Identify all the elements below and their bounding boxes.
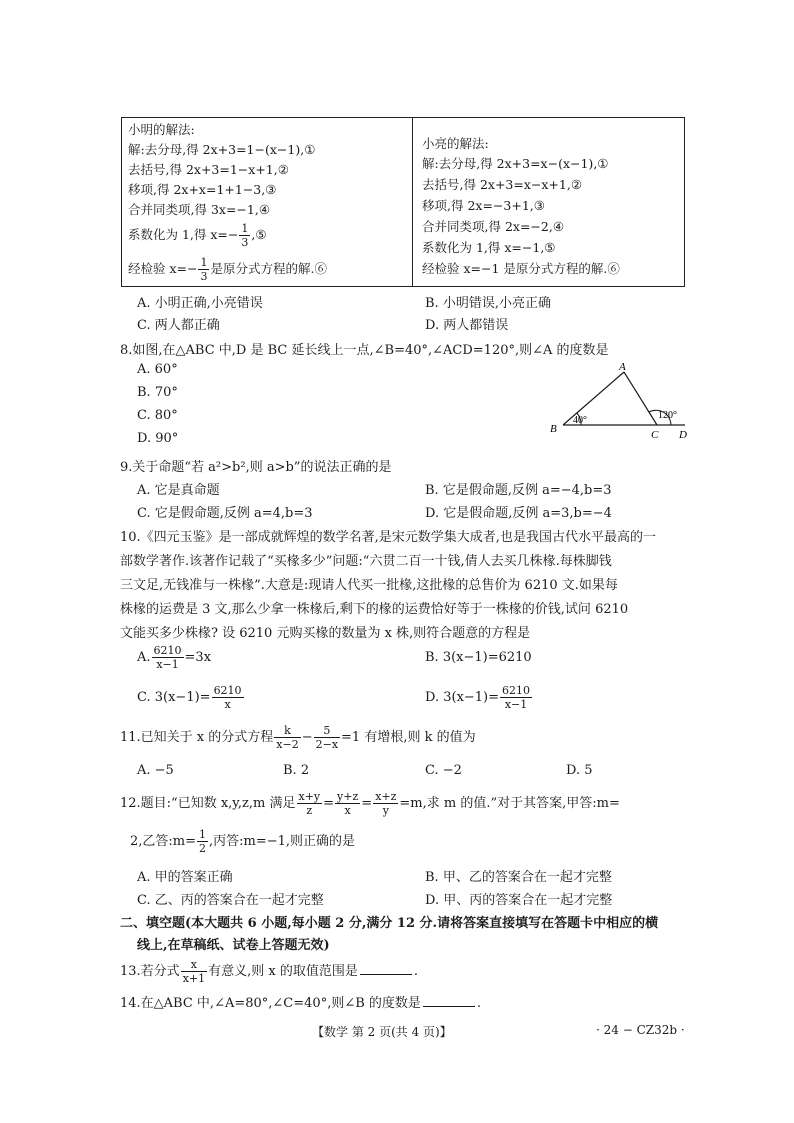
fraction-num: 6210 <box>502 684 531 697</box>
q14-answer-blank[interactable] <box>423 994 475 1007</box>
fraction-num: x <box>181 958 207 972</box>
q13-stem <box>120 958 418 985</box>
q7-option-d: D. 两人都错误 <box>425 318 509 333</box>
q12-eq1: = <box>323 796 335 811</box>
q10-a-pre: A. <box>137 650 151 665</box>
q9-option-d: D. 它是假命题,反例 a=3,b=−4 <box>425 506 612 521</box>
q7-option-a: A. 小明正确,小亮错误 <box>137 296 263 311</box>
xiaoming-step5 <box>128 222 267 249</box>
xiaoliang-title: 小亮的解法: <box>422 136 489 151</box>
xiaoming-step6 <box>128 256 327 283</box>
q11-post: =1 有增根,则 k 的值为 <box>341 730 476 745</box>
fraction-num: 1 <box>241 222 249 235</box>
q12-line2-pre: 2,乙答:m= <box>130 834 197 849</box>
q8-triangle-figure <box>545 360 695 445</box>
fraction <box>181 958 207 985</box>
fraction-den: x−2 <box>276 738 299 751</box>
fraction-den: 2 <box>199 842 207 855</box>
angle-c-label: 120° <box>658 410 677 421</box>
q12-option-d: D. 甲、丙的答案合在一起才完整 <box>425 893 613 908</box>
q10-option-d <box>425 684 533 711</box>
section2-heading-line1: 二、填空题(本大题共 6 小题,每小题 2 分,满分 12 分.请将答案直接填写在答题卡中相应的横 <box>120 916 659 931</box>
q11-stem <box>120 724 476 751</box>
fraction-den: 3 <box>241 236 249 249</box>
q11-minus: − <box>301 730 313 745</box>
label-a: A <box>619 361 626 373</box>
q10-line2: 部数学著作.该著作记载了“买椽多少”问题:“六贯二百一十钱,倩人去买几株椽.每株脚钱 <box>120 554 612 569</box>
solutions-box <box>121 117 685 287</box>
q10-line3: 三文足,无钱准与一株椽”.大意是:现请人代买一批椽,这批椽的总售价为 6210 文.如果每 <box>120 578 618 593</box>
xiaoming-step5-post: ,⑤ <box>251 227 267 242</box>
fraction-num: 1 <box>199 828 207 841</box>
q10-d-pre: D. 3(x−1)= <box>425 690 500 705</box>
q12-option-a: A. 甲的答案正确 <box>137 870 233 885</box>
line-ac <box>624 372 657 425</box>
fraction-num: k <box>274 724 300 738</box>
fraction-den: x+1 <box>182 972 206 985</box>
q14-end: . <box>476 996 482 1011</box>
q11-option-d: D. 5 <box>566 763 593 778</box>
xiaoming-step3: 移项,得 2x+x=1+1−3,③ <box>128 182 277 197</box>
xiaoming-step4: 合并同类项,得 3x=−1,④ <box>128 202 271 217</box>
fraction-num: 6210 <box>213 684 242 697</box>
fraction <box>335 790 360 817</box>
q10-line1: 10.《四元玉鉴》是一部成就辉煌的数学名著,是宋元数学集大成者,也是我国古代水平最高的一 <box>120 530 656 545</box>
fraction <box>197 828 208 855</box>
xiaoliang-step6: 经检验 x=−1 是原分式方程的解.⑥ <box>422 261 620 276</box>
label-c: C <box>651 429 659 441</box>
xiaoming-step1: 解:去分母,得 2x+3=1−(x−1),① <box>128 142 316 157</box>
q12-eq2: = <box>361 796 373 811</box>
q7-option-c: C. 两人都正确 <box>137 318 220 333</box>
q10-a-post: =3x <box>184 650 212 665</box>
xiaoliang-step5: 系数化为 1,得 x=−1,⑤ <box>422 240 556 255</box>
xiaoming-step2: 去括号,得 2x+3=1−x+1,② <box>128 162 289 177</box>
section2-heading-line2: 线上,在草稿纸、试卷上答题无效) <box>137 938 330 953</box>
q10-line4: 株椽的运费是 3 文,那么少拿一株椽后,剩下的椽的运费恰好等于一株椽的价钱,试问 6210 <box>120 602 629 617</box>
q9-option-a: A. 它是真命题 <box>137 483 220 498</box>
xiaoming-step6-post: 是原分式方程的解.⑥ <box>210 261 327 276</box>
q11-pre: 11.已知关于 x 的分式方程 <box>120 730 274 745</box>
q8-option-b: B. 70° <box>137 385 178 400</box>
q10-option-a <box>137 644 211 671</box>
q10-option-b: B. 3(x−1)=6210 <box>425 650 532 665</box>
q12-option-c: C. 乙、丙的答案合在一起才完整 <box>137 893 324 908</box>
label-b: B <box>550 423 557 435</box>
q9-option-c: C. 它是假命题,反例 a=4,b=3 <box>137 506 313 521</box>
q12-line2 <box>130 828 355 855</box>
fraction <box>500 684 532 711</box>
q14-pre: 14.在△ABC 中,∠A=80°,∠C=40°,则∠B 的度数是 <box>120 996 421 1011</box>
fraction <box>212 684 244 711</box>
q12-option-b: B. 甲、乙的答案合在一起才完整 <box>425 870 612 885</box>
q10-c-pre: C. 3(x−1)= <box>137 690 211 705</box>
fraction-den: z <box>306 804 313 817</box>
q8-option-d: D. 90° <box>137 431 179 446</box>
q13-end: . <box>413 964 418 979</box>
q12-pre: 12.题目:“已知数 x,y,z,m 满足 <box>120 796 296 811</box>
q8-stem: 8.如图,在△ABC 中,D 是 BC 延长线上一点,∠B=40°,∠ACD=120°,则∠A 的度数是 <box>120 343 609 358</box>
xiaoming-step5-pre: 系数化为 1,得 x=− <box>128 227 239 242</box>
q12-line2-post: ,丙答:m=−1,则正确的是 <box>209 834 356 849</box>
fraction-num: 5 <box>314 724 340 738</box>
q13-post: 有意义,则 x 的取值范围是 <box>208 964 358 979</box>
q14-stem <box>120 992 481 1011</box>
fraction <box>152 644 184 671</box>
fraction <box>198 256 209 283</box>
fraction-num: x+y <box>298 790 321 803</box>
q11-option-b: B. 2 <box>283 763 310 778</box>
q9-option-b: B. 它是假命题,反例 a=−4,b=3 <box>425 483 612 498</box>
q10-option-c <box>137 684 245 711</box>
fraction-num: 1 <box>200 256 208 269</box>
xiaoliang-step1: 解:去分母,得 2x+3=x−(x−1),① <box>422 156 609 171</box>
fraction <box>274 724 300 751</box>
fraction-den: 2−x <box>315 738 339 751</box>
q8-option-a: A. 60° <box>137 362 178 377</box>
fraction-den: x−1 <box>504 698 528 711</box>
page-footer-code: · 24 − CZ32b · <box>596 1023 685 1037</box>
q9-stem: 9.关于命题“若 a²>b²,则 a>b”的说法正确的是 <box>120 460 392 475</box>
q12-stem <box>120 790 620 817</box>
fraction-den: x <box>344 804 351 817</box>
label-d: D <box>679 429 687 441</box>
page-footer-center: 【数学 第 2 页(共 4 页)】 <box>312 1025 452 1039</box>
fraction-den: x <box>224 698 231 711</box>
fraction <box>297 790 323 817</box>
xiaoliang-step4: 合并同类项,得 2x=−2,④ <box>422 219 565 234</box>
q10-line5: 文能买多少株椽? 设 6210 元购买椽的数量为 x 株,则符合题意的方程是 <box>120 626 531 641</box>
fraction <box>373 790 398 817</box>
fraction <box>314 724 340 751</box>
box-divider <box>412 118 413 286</box>
q11-option-c: C. −2 <box>425 763 462 778</box>
fraction <box>239 222 250 249</box>
fraction-den: 3 <box>200 270 208 283</box>
fraction-num: 6210 <box>153 644 182 657</box>
fraction-den: y <box>382 804 389 817</box>
fraction-den: x−1 <box>156 658 179 671</box>
fraction-num: x+z <box>375 790 397 803</box>
q13-answer-blank[interactable] <box>360 962 412 975</box>
q7-option-b: B. 小明错误,小亮正确 <box>425 296 551 311</box>
q11-option-a: A. −5 <box>137 763 174 778</box>
q12-post: =m,求 m 的值.”对于其答案,甲答:m= <box>399 796 620 811</box>
q13-pre: 13.若分式 <box>120 964 180 979</box>
xiaoming-step6-pre: 经检验 x=− <box>128 261 198 276</box>
xiaoliang-step3: 移项,得 2x=−3+1,③ <box>422 198 545 213</box>
xiaoming-title: 小明的解法: <box>128 122 195 137</box>
fraction-num: y+z <box>337 790 359 803</box>
q8-option-c: C. 80° <box>137 408 178 423</box>
angle-b-label: 40° <box>573 415 587 426</box>
xiaoliang-step2: 去括号,得 2x+3=x−x+1,② <box>422 177 583 192</box>
